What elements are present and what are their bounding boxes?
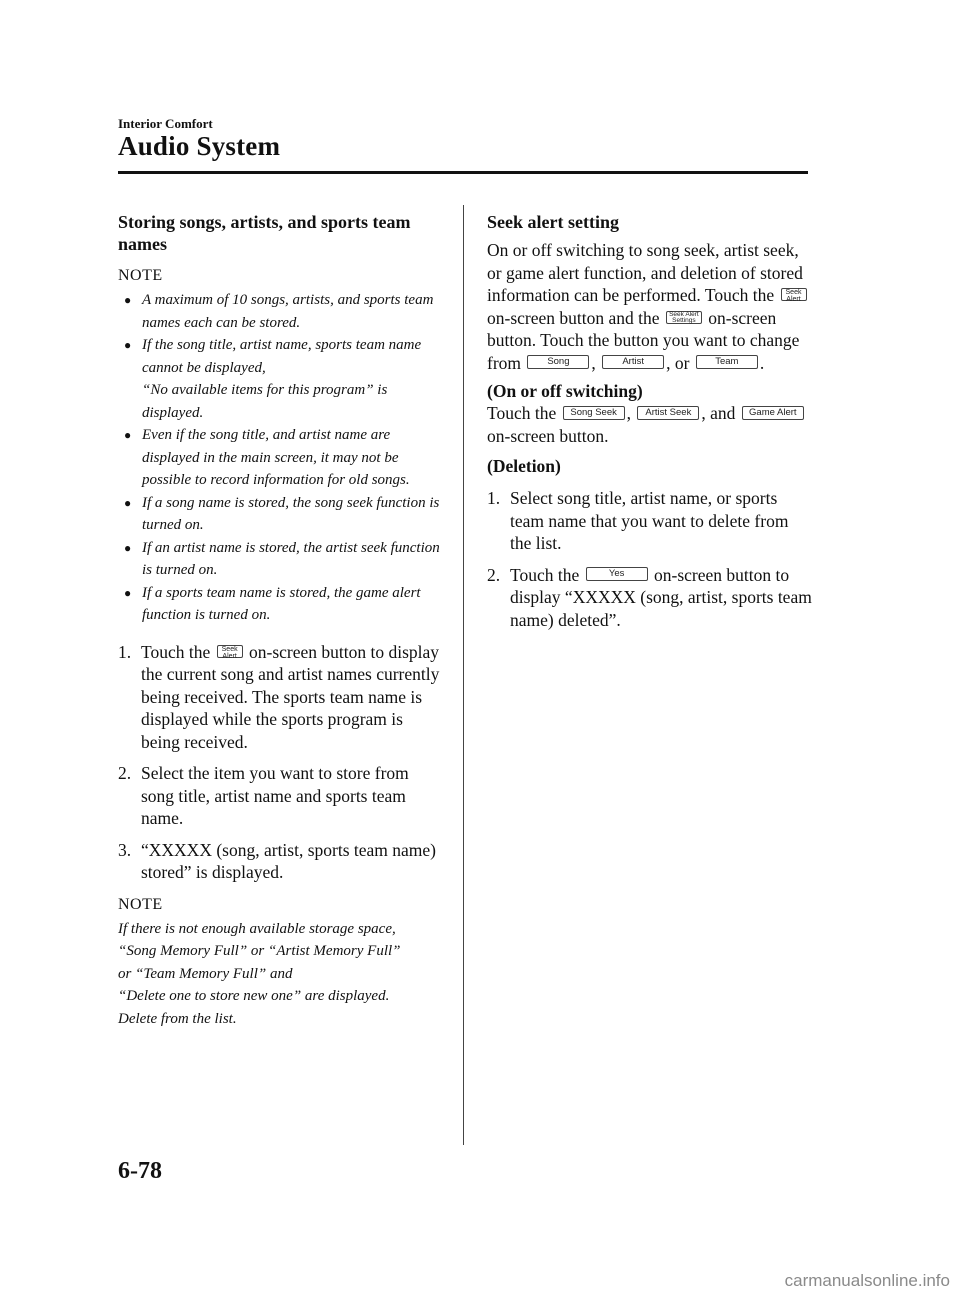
deletion-subheading: (Deletion) [487,456,561,476]
step-item: 1. Touch the Seek Alert on-screen button to display the current song and artist names currently being received. The sports team name is displayed while the sports program is being received. [118,641,440,752]
step-item: 2. Touch the Yes on-screen button to display “XXXXX (song, artist, sports team name) deleted”. [487,564,812,630]
song-seek-button[interactable]: Song Seek [563,406,625,420]
on-off-subheading: (On or off switching) [487,381,643,401]
seek-alert-button[interactable]: Seek Alert [781,288,807,301]
game-alert-button[interactable]: Game Alert [742,406,804,420]
note-label-2: NOTE [118,895,163,913]
section-label: Interior Comfort [118,116,213,131]
header-rule [118,171,808,174]
note-item: ● If the song title, artist name, sports team name cannot be displayed, “No available items for this program” is displayed. [118,334,443,424]
step-item: 1. Select song title, artist name, or sports team name that you want to delete from the list. [487,488,789,553]
yes-button[interactable]: Yes [586,567,648,581]
note-item: ● If a song name is stored, the song seek function is turned on. [118,492,443,537]
seek-alert-heading: Seek alert setting [487,212,619,232]
store-steps [118,641,443,884]
on-off-text: Touch the Song Seek , Artist Seek , and Game Alert on-screen button. [487,402,812,447]
right-column [487,211,812,640]
seek-alert-intro: On or off switching to song seek, artist seek, or game alert function, and deletion of stored information can be performed. Touch the Seek Alert on-screen button and the Seek Alert Settings on-screen button. Touch the button you want to change from Song , Artist , or Team . [487,239,812,374]
note-item: ● A maximum of 10 songs, artists, and sports team names each can be stored. [118,289,443,334]
storage-note: If there is not enough available storage space, “Song Memory Full” or “Artist Memory Full” or “Team Memory Full” and “Delete one to store new one” are displayed. Delete from the list. [118,920,401,1027]
storing-heading: Storing songs, artists, and sports team names [118,212,411,254]
bullet-icon: ● [124,495,132,510]
bullet-icon: ● [124,585,132,600]
note-item: ● Even if the song title, and artist name are displayed in the main screen, it may not be possible to record information for old songs. [118,424,443,492]
bullet-icon: ● [124,338,132,352]
note-item: ● If a sports team name is stored, the game alert function is turned on. [118,582,443,627]
bullet-icon: ● [124,293,132,307]
bullet-icon: ● [124,540,132,555]
note-item: ● If an artist name is stored, the artist seek function is turned on. [118,537,443,582]
note-list [118,289,443,627]
column-divider [463,205,464,1145]
chapter-title: Audio System [118,131,281,161]
note-label: NOTE [118,267,163,284]
artist-button[interactable]: Artist [602,355,664,369]
artist-seek-button[interactable]: Artist Seek [637,406,699,420]
seek-alert-settings-button[interactable]: Seek Alert Settings [666,311,702,324]
watermark: carmanualsonline.info [784,1271,950,1290]
team-button[interactable]: Team [696,355,758,369]
bullet-icon: ● [124,428,132,442]
song-button[interactable]: Song [527,355,589,369]
seek-alert-button[interactable]: Seek Alert [217,645,243,658]
page-number: 6-78 [118,1158,162,1184]
step-item: 3. “XXXXX (song, artist, sports team name) stored” is displayed. [118,839,437,882]
left-column [118,211,443,1030]
delete-steps [487,487,812,631]
step-item: 2. Select the item you want to store from song title, artist name and sports team name. [118,763,409,828]
